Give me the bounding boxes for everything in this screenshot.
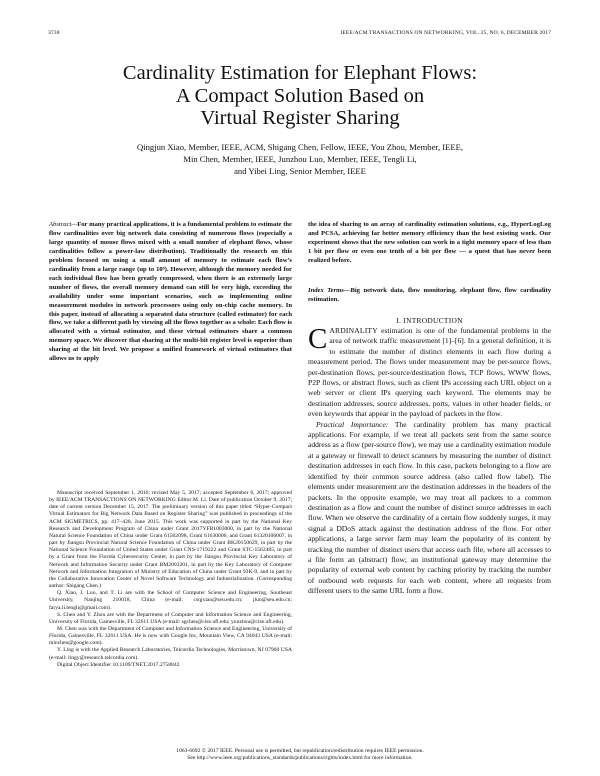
intro-text: The cardinality problem has many practical applications. For example, if we treat all packets sent from the same source address as a flow (per-source flow), we may use a cardinality estimation module at a gateway or firewall to detect scanners by measuring the number of distinct destination addresses in each flow. In this case, packets belonging to a flow are identified by their common source address (also called flow label). The elements under measurement are the destination addresses in the headers of the packets. In the opposite example, we may treat all packets to a common destination as a flow and count the number of distinct source addresses in each flow. When we observe the cardinality of a certain flow suddenly surges, it may signal a DDoS attack against the destination address of the flow. For other applications, a large server farm may learn the popularity of its content by tracking the number of distinct users that access each file, where all accesses to a file form an (abstract) flow; an institutional gateway may determine the popularity of external web content by caching priority by tracking the number of outbound web requests for each web content, where all requests from different users to the same URL form a flow. [308, 419, 551, 596]
abstract [49, 221, 292, 364]
page-number: 3738 [48, 30, 60, 36]
author-line: and Yibei Ling, Senior Member, IEEE [234, 166, 366, 177]
introduction [308, 323, 551, 597]
paragraph-lead: Practical Importance: [316, 419, 389, 429]
author-line: Qingjun Xiao, Member, IEEE, ACM, Shigang Chen, Fellow, IEEE, You Zhou, Member, IEEE, [137, 142, 463, 152]
paper-title [40, 62, 560, 130]
title-line: Cardinality Estimation for Elephant Flows: [122, 62, 478, 84]
intro-paragraph [308, 323, 551, 420]
title-line: Virtual Register Sharing [200, 107, 400, 129]
copyright-line: See http://www.ieee.org/publications_standards/publications/rights/index.html for more information. [187, 755, 413, 762]
footnote-doi: Digital Object Identifier 10.1109/TNET.2017.2758842 [57, 661, 180, 668]
footnote-affiliation: S. Chen and Y. Zhou are with the Department of Computer and Information Science and Engineering, University of Florida, Gainesville, FL 32611 USA (e-mail: sgchen@cise.ufl.edu; youzhou@cise.ufl.edu). [49, 611, 292, 625]
abstract-continuation: the idea of sharing to an array of cardinality estimation solutions, e.g., HyperLogLog and PCSA, achieving far better memory efficiency than the best existing work. Our experiment shows that the new solution can work in a tight memory space of less than 1 bit per flow or even one tenth of a bit per flow — a quest that has never been realized before. [308, 221, 551, 264]
copyright-line: 1063-6692 © 2017 IEEE. Personal use is permitted, but republication/redistribution requires IEEE permission. [176, 748, 424, 754]
footnote-affiliation: M. Chen was with the Department of Computer and Information Science and Engineering, University of Florida, Gainesville, FL 32611 USA. He is now with Google Inc, Mountain View, CA 94043 USA (e-mail: minchen@google.com). [49, 625, 292, 647]
intro-text: estimation is one of the fundamental problems in the area of network traffic measurement [1]–[6]. In a general definition, it is to estimate the number of distinct elements in each flow during a measurement period. The flows under measurement may be per-source flows, per-destination flows, per-source/destination flows, TCP flows, WWW flows, P2P flows, or abstract flows, such as client IPs accessing each URL object on a web server or client IPs querying each keyword. The elements may be destination addresses, source addresses, ports, values in other header fields, or even keywords that appear in the payload of packets in the flow. [308, 326, 551, 419]
index-terms-label: Index Terms— [308, 287, 351, 294]
drop-cap: C [308, 323, 328, 355]
section-heading: I. INTRODUCTION [396, 316, 463, 325]
copyright-notice [48, 748, 552, 762]
index-terms [308, 287, 551, 305]
abstract-text: For many practical applications, it is a fundamental problem to estimate the flow cardinalities over big network data consisting of numerous flows (especially a large quantity of mouse flows mixed with a small number of elephant flows, whose cardinalities follow a power-law distribution). Traditionally the research on this problem focused on using a small amount of memory to estimate each flow’s cardinality from a large range (up to 10⁹). However, although the memory needed for each individual flow has been greatly compressed, when there is an extremely large number of flows, the overall memory demand can still be very high, exceeding the availability under some important scenarios, such as implementing online measurement modules in network processors using only on-chip cache memory. In this paper, instead of allocating a separated data structure (called estimator) for each flow, we take a different path by viewing all the flows together as a whole: Each flow is allocated with a virtual estimator, and these virtual estimators share a common memory space. We discover that sharing at the multi-bit register level is superior than sharing at the bit level. We propose a unified framework of virtual estimators that allows us to apply [49, 221, 292, 363]
intro-paragraph [308, 420, 551, 597]
intro-smallcaps: ARDINALITY [329, 326, 378, 335]
index-terms-text: Big network data, flow monitoring, elephant flow, flow cardinality estimation. [308, 287, 551, 303]
footnote-affiliation: Y. Ling is with the Applied Research Laboratories, Telcordia Technologies, Morristown, NJ 07960 USA (e-mail: lingy@research.telcordia.com). [49, 647, 292, 661]
author-list [80, 141, 520, 178]
footnote-affiliation: Q. Xiao, J. Luo, and T. Li are with the School of Computer Science and Engineering, Southeast University, Nanjing 210018, China (e-mail: csqjxiao@seu.edu.cn; jluo@seu.edu.cn; farya.li.tengli@gmail.com). [49, 590, 292, 611]
abstract-label: Abstract— [49, 221, 78, 228]
author-line: Min Chen, Member, IEEE, Junzhou Luo, Member, IEEE, Tengli Li, [183, 154, 417, 165]
footnote-received: Manuscript received September 1, 2016; revised May 5, 2017; accepted September 6, 2017; approved by IEEE/ACM TRANSACTIONS ON NETWORKING Editor M. Li. Date of publication October 9, 2017; date of current version December 15, 2017. The preliminary version of this paper titled “Hyper-Compact Virtual Estimators for Big Network Data Based on Register Sharing” was published in proceedings of the ACM SIGMETRICS, pp. 417–428, June 2015. This work was supported in part by the National Key Research and Development Program of China under Grant 2017YFB1003000, in part by the National Natural Science Foundation of China under Grant 61502098, Grant 61630006, and Grant 61320106007, in part by Jiangsu Provincial Natural Science Foundation of China under Grant BK20150629, in part by the National Science Foundation of United States under Grant CNS-1719222 and Grant STC-1562485, in part by a Grant from the Florida Cybersecurity Center, in part by the Jiangsu Provincial Key Laboratory of Network and Information Security under Grant BM2003201, in part by the Key Laboratory of Computer Network and Information Integration of Ministry of Education of China under Grant 93K-9, and in part by the Collaborative Innovation Center of Novel Software Technology and Industrialization. (Corresponding author: Shigang Chen.) [49, 490, 292, 590]
title-line: A Compact Solution Based on [175, 84, 425, 107]
running-header: IEEE/ACM TRANSACTIONS ON NETWORKING, VOL. 25, NO. 6, DECEMBER 2017 [340, 30, 551, 36]
footnotes [49, 490, 292, 669]
